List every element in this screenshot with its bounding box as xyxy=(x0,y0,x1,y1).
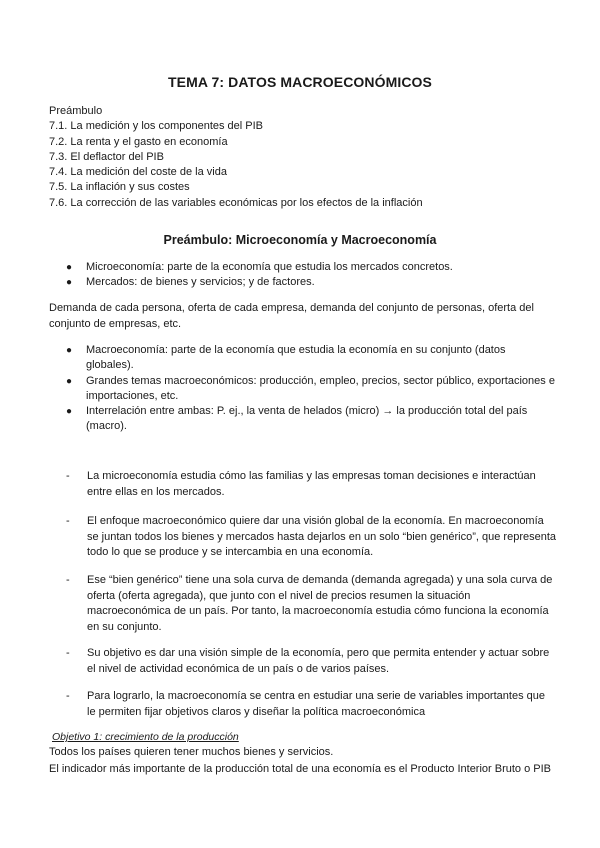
dash-list-item xyxy=(66,573,556,635)
toc-item: 7.2. La renta y el gasto en economía xyxy=(49,135,228,148)
dash-icon: - xyxy=(66,647,70,659)
list-item xyxy=(66,404,556,434)
dash-item-text: La microeconomía estudia cómo las familias y las empresas toman decisiones e interactúan entre ellas en los mercados. xyxy=(87,470,536,498)
bullet-icon: ● xyxy=(66,375,73,387)
list-item-text: Interrelación entre ambas: P. ej., la venta de helados (micro) → la producción total del país (macro). xyxy=(86,405,528,432)
objective-heading: Objetivo 1: crecimiento de la producción xyxy=(52,731,239,743)
list-item-text: Grandes temas macroeconómicos: producción, empleo, precios, sector público, exportaciones e importaciones, etc. xyxy=(86,374,555,402)
dash-list-item xyxy=(66,514,556,561)
dash-item-text: Para lograrlo, la macroeconomía se centra en estudiar una serie de variables importantes que le permiten fijar objetivos claros y diseñar la política macroeconómica xyxy=(87,690,545,718)
list-item xyxy=(66,260,556,275)
dash-item-text: Su objetivo es dar una visión simple de la economía, pero que permita entender y actuar sobre el nivel de actividad económica de un país o de varios países. xyxy=(87,647,550,675)
list-item-text: Macroeconomía: parte de la economía que estudia la economía en su conjunto (datos globales). xyxy=(86,344,506,371)
dash-list-item xyxy=(66,689,556,720)
page-title: TEMA 7: DATOS MACROECONÓMICOS xyxy=(168,74,432,90)
dash-icon: - xyxy=(66,515,70,527)
toc-item: 7.1. La medición y los componentes del PIB xyxy=(49,120,264,133)
toc-item: 7.3. El deflactor del PIB xyxy=(49,150,164,163)
section-heading: Preámbulo: Microeconomía y Macroeconomía xyxy=(163,233,437,247)
bullet-icon: ● xyxy=(66,277,73,288)
paragraph-demand: Demanda de cada persona, oferta de cada empresa, demanda del conjunto de personas, oferta del conjunto de empresas, etc. xyxy=(49,302,534,330)
dash-list-item xyxy=(66,646,556,677)
bullet-list-macro xyxy=(66,343,556,434)
table-of-contents xyxy=(49,104,423,211)
bullet-icon: ● xyxy=(66,406,73,417)
list-item xyxy=(66,275,556,290)
dash-icon: - xyxy=(66,470,70,482)
toc-item: 7.4. La medición del coste de la vida xyxy=(49,166,227,179)
closing-line: El indicador más importante de la producción total de una economía es el Producto Interior Bruto o PIB xyxy=(49,763,552,775)
list-item-text: Mercados: de bienes y servicios; y de factores. xyxy=(86,276,315,288)
bullet-icon: ● xyxy=(66,262,73,273)
closing-line: Todos los países quieren tener muchos bienes y servicios. xyxy=(49,746,334,758)
list-item xyxy=(66,374,556,404)
toc-item: 7.6. La corrección de las variables económicas por los efectos de la inflación xyxy=(49,196,423,209)
toc-item: 7.5. La inflación y sus costes xyxy=(49,181,190,194)
list-item-text: Microeconomía: parte de la economía que estudia los mercados concretos. xyxy=(86,261,453,273)
toc-item: Preámbulo xyxy=(49,105,103,117)
bullet-icon: ● xyxy=(66,345,73,356)
bullet-list-micro xyxy=(66,260,556,290)
dash-item-text: Ese “bien genérico” tiene una sola curva de demanda (demanda agregada) y una sola curva de oferta (oferta agregada), que junto con el nivel de precios resumen la situación macroeconómica de un país. Por tanto, la macroeconomía estudia cómo funciona la economía en su conjunto. xyxy=(87,574,553,633)
list-item xyxy=(66,343,556,373)
dash-list-item xyxy=(66,469,556,500)
dash-icon: - xyxy=(66,574,70,586)
dash-item-text: El enfoque macroeconómico quiere dar una visión global de la economía. En macroeconomía se juntan todos los bienes y mercados hasta dejarlos en un solo “bien genérico”, que representa todo lo que se produce y se intercambia en una economía. xyxy=(87,515,557,558)
dash-icon: - xyxy=(66,690,70,702)
